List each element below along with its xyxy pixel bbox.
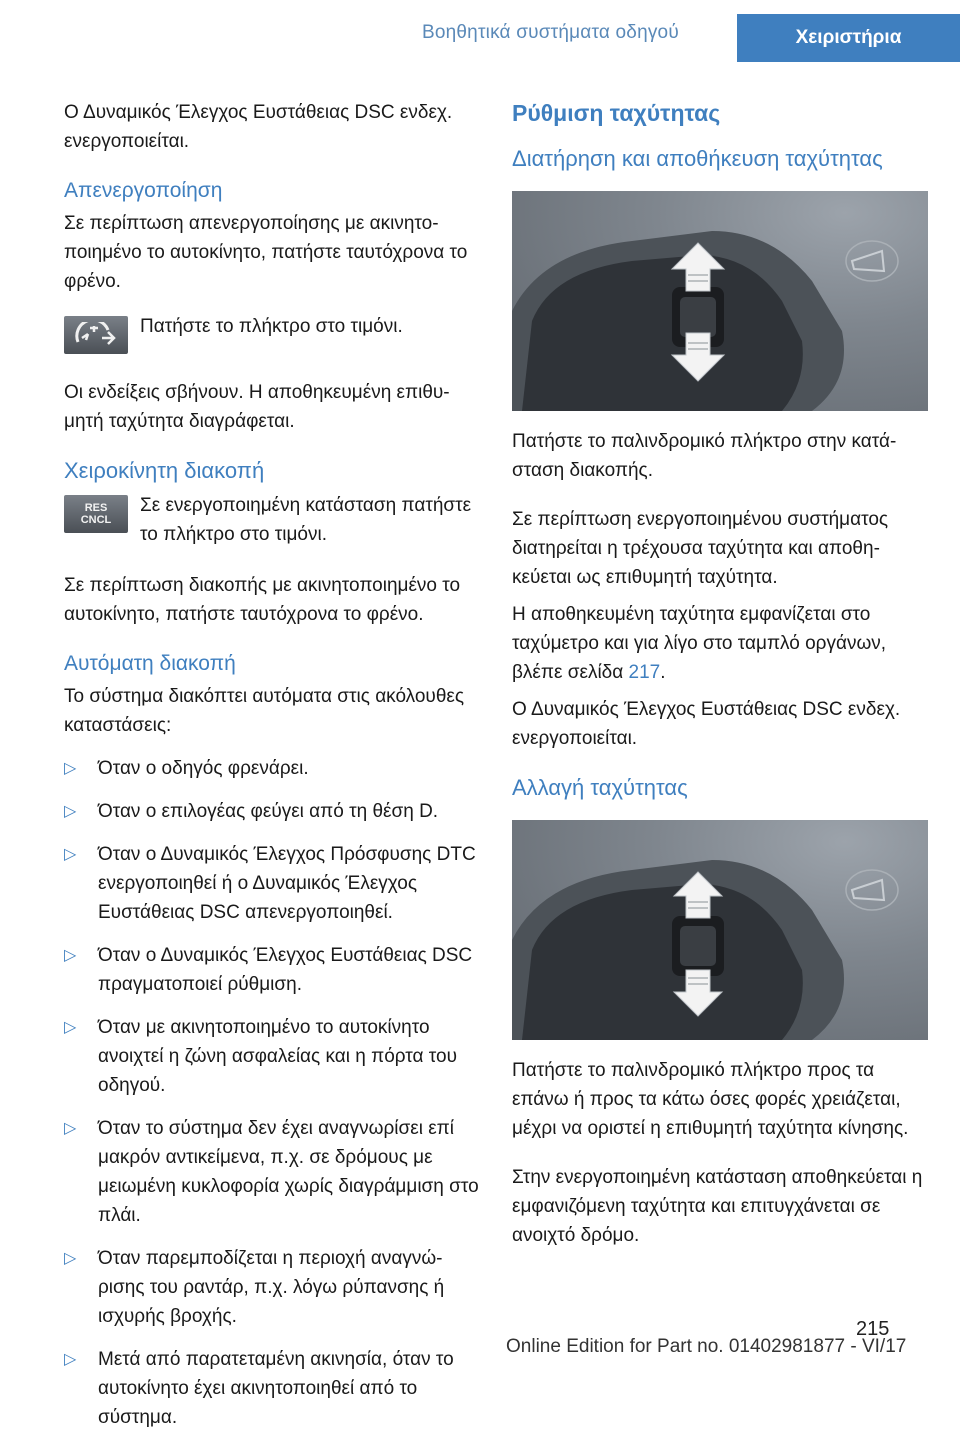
manual-interrupt-paragraph: Σε περίπτωση διακοπής με ακινητοποιημένο το αυτοκίνητο, πατήστε ταυτόχρονα το φρένο. — [64, 575, 461, 625]
button-instruction-text: Πατήστε το πλήκτρο στο τιμόνι. — [140, 316, 403, 337]
steering-wheel-rocker-image — [512, 191, 928, 411]
page-header — [0, 0, 960, 62]
keep-speed-paragraph-4: Ο Δυναμικός Έλεγχος Ευστάθειας DSC ενδεχ. ενεργοποιείται. — [512, 699, 901, 749]
right-column — [512, 98, 928, 1270]
deactivate-paragraph: Σε περίπτωση απενεργοποίησης με ακινητοποιημένο το αυτοκίνητο, πατήστε ταυτόχρονα το φρένο. — [64, 213, 468, 292]
steering-wheel-rocker-image-2 — [512, 820, 928, 1040]
keep-speed-paragraph-2: Σε περίπτωση ενεργοποιημένου συστήματος διατηρείται η τρέχουσα ταχύτητα και αποθηκεύεται ως επιθυμητή ταχύτητα. — [512, 509, 889, 588]
heading-keep-speed: Διατήρηση και αποθήκευση ταχύτητας — [512, 146, 883, 171]
section-title: Βοηθητικά συστήματα οδηγού — [422, 22, 679, 43]
auto-interrupt-paragraph: Το σύστημα διακόπτει αυτόματα στις ακόλουθες καταστάσεις: — [64, 686, 465, 736]
heading-manual-interrupt: Χειροκίνητη διακοπή — [64, 458, 265, 483]
heading-speed-setting: Ρύθμιση ταχύτητας — [512, 100, 721, 126]
cncl-label: CNCL — [80, 514, 112, 526]
list-item: ▷ Όταν με ακινητοποιημένο το αυτοκίνητο ανοιχτεί η ζώνη ασφαλείας και η πόρτα του οδηγού. — [64, 1013, 480, 1100]
list-item: ▷ Όταν ο επιλογέας φεύγει από τη θέση D. — [64, 797, 480, 826]
cruise-control-off-icon — [64, 316, 128, 354]
intro-paragraph: Ο Δυναμικός Έλεγχος Ευστάθειας DSC ενδεχ. ενεργοποιείται. — [64, 102, 453, 152]
list-item: ▷ Όταν ο οδηγός φρενάρει. — [64, 754, 480, 783]
res-label: RES — [84, 502, 108, 514]
change-speed-paragraph-2: Στην ενεργοποιημένη κατάσταση αποθηκεύεται η εμφανιζόμενη ταχύτητα και επιτυγχάνεται σε ανοιχτό δρόμο. — [512, 1167, 923, 1246]
page-number: 215 — [856, 1318, 890, 1340]
header-divider — [735, 14, 736, 62]
list-item: ▷ Όταν παρεμποδίζεται η περιοχή αναγνώρισης του ραντάρ, π.χ. λόγω ρύπανσης ή ισχυρής βροχής. — [64, 1244, 480, 1331]
list-item: ▷ Όταν ο Δυναμικός Έλεγχος Πρόσφυσης DTC ενεργοποιηθεί ή ο Δυναμικός Έλεγχος Ευστάθειας DSC απενεργοποιηθεί. — [64, 840, 480, 927]
keep-speed-paragraph-3 — [512, 600, 928, 687]
heading-deactivate: Απενεργοποίηση — [64, 179, 223, 202]
auto-interrupt-list — [64, 754, 480, 1432]
indicators-paragraph: Οι ενδείξεις σβήνουν. Η αποθηκευμένη επιθυμητή ταχύτητα διαγράφεται. — [64, 382, 450, 432]
change-speed-paragraph-1: Πατήστε το παλινδρομικό πλήκτρο προς τα επάνω ή προς τα κάτω όσες φορές χρειάζεται, μέχρι να οριστεί η επιθυμητή ταχύτητα κίνησης. — [512, 1060, 909, 1139]
list-item: ▷ Όταν ο Δυναμικός Έλεγχος Ευστάθειας DSC πραγματοποιεί ρύθμιση. — [64, 941, 480, 999]
keep-speed-paragraph-1: Πατήστε το παλινδρομικό πλήκτρο στην κατάσταση διακοπής. — [512, 431, 897, 481]
button-instruction-text: Σε ενεργοποιημένη κατάσταση πατήστε το πλήκτρο στο τιμόνι. — [140, 495, 472, 545]
list-item: ▷ Μετά από παρατεταμένη ακινησία, όταν το αυτοκίνητο έχει ακινητοποιηθεί από το σύστημα. — [64, 1345, 480, 1432]
heading-change-speed: Αλλαγή ταχύτητας — [512, 775, 688, 800]
res-cncl-button-icon — [64, 495, 128, 533]
button-instruction-res-cncl — [64, 495, 480, 549]
heading-auto-interrupt: Αυτόματη διακοπή — [64, 652, 236, 675]
period: . — [660, 662, 666, 683]
left-column — [64, 98, 480, 1452]
keep-speed-text: Η αποθηκευμένη ταχύτητα εμφανίζεται στο ταχύμετρο και για λίγο στο ταμπλό οργάνων, βλέπε σελίδα — [512, 604, 887, 683]
button-instruction-cruise-off — [64, 316, 480, 354]
edition-note: Online Edition for Part no. 01402981877 - VI/17 — [506, 1336, 907, 1357]
chapter-tab: Χειριστήρια — [737, 14, 960, 62]
page-link[interactable]: 217 — [628, 662, 661, 683]
list-item: ▷ Όταν το σύστημα δεν έχει αναγνωρίσει επί μακρόν αντικείμενα, π.χ. σε δρόμους με μειωμένη κυκλοφορία χωρίς διαγράμμιση στο πλάι. — [64, 1114, 480, 1230]
